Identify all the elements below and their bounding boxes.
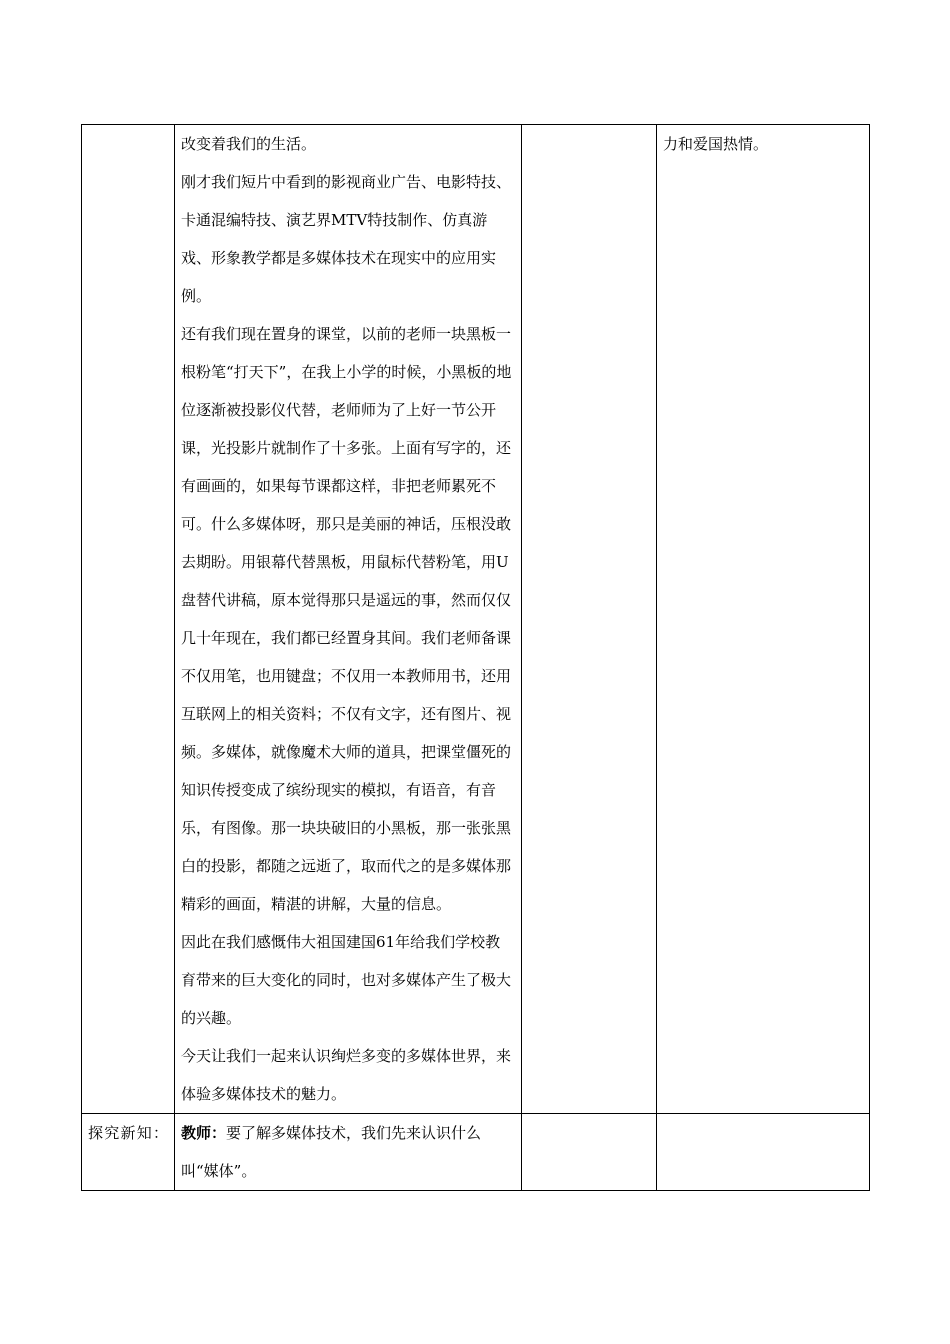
design-intent-cell: 力和爱国热情。 [657, 125, 870, 1114]
table-row [82, 125, 870, 1114]
lesson-plan-table [81, 124, 870, 1191]
teaching-content-cell [175, 1114, 522, 1191]
teaching-content-cell [175, 125, 522, 1114]
content-paragraph: 还有我们现在置身的课堂，以前的老师一块黑板一根粉笔“打天下”，在我上小学的时候，小黑板的地位逐渐被投影仪代替，老师师为了上好一节公开课，光投影片就制作了十多张。上面有写字的，还有画画的，如果每节课都这样，非把老师累死不可。什么多媒体呀，那只是美丽的神话，压根没敢去期盼。用银幕代替黑板，用鼠标代替粉笔，用U盘替代讲稿，原本觉得那只是遥远的事，然而仅仅几十年现在，我们都已经置身其间。我们老师备课不仅用笔，也用键盘；不仅用一本教师用书，还用互联网上的相关资料；不仅有文字，还有图片、视频。多媒体，就像魔术大师的道具，把课堂僵死的知识传授变成了缤纷现实的模拟，有语音，有音乐，有图像。那一块块破旧的小黑板，那一张张黑白的投影，都随之远逝了，取而代之的是多媒体那精彩的画面，精湛的讲解，大量的信息。 [181, 325, 512, 913]
content-paragraph: 刚才我们短片中看到的影视商业广告、电影特技、卡通混编特技、演艺界MTV特技制作、仿真游戏、形象教学都是多媒体技术在现实中的应用实例。 [181, 173, 512, 305]
student-activity-cell [522, 1114, 657, 1191]
section-label-explore: 探究新知： [82, 1114, 175, 1191]
content-paragraph: 因此在我们感慨伟大祖国建国61年给我们学校教育带来的巨大变化的同时，也对多媒体产生了极大的兴趣。 [181, 933, 512, 1027]
content-text: 要了解多媒体技术，我们先来认识什么叫“媒体”。 [181, 1124, 482, 1180]
content-paragraph: 今天让我们一起来认识绚烂多变的多媒体世界，来体验多媒体技术的魅力。 [181, 1047, 512, 1103]
row-label-cell [82, 125, 175, 1114]
design-intent-cell [657, 1114, 870, 1191]
student-activity-cell [522, 125, 657, 1114]
content-paragraph: 改变着我们的生活。 [181, 135, 317, 153]
speaker-label: 教师： [181, 1124, 227, 1142]
table-row [82, 1114, 870, 1191]
